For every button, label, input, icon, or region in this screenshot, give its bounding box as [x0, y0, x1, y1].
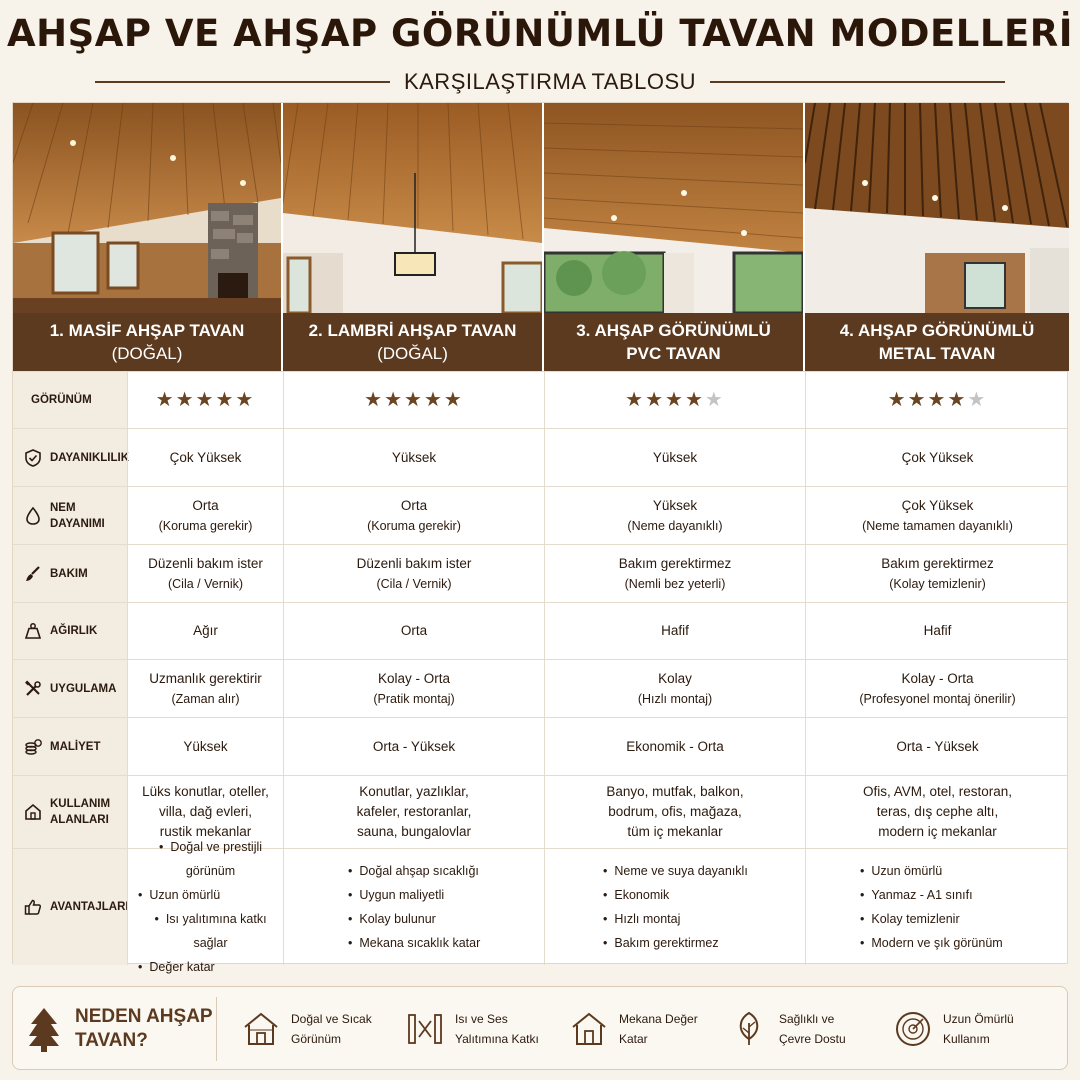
- feature-text: [291, 1009, 372, 1049]
- cell-lambri: [283, 487, 544, 544]
- cell-value: Yüksek: [391, 449, 437, 465]
- why-wood-text: [75, 1005, 213, 1053]
- row-label: [13, 660, 127, 717]
- star-rating: [888, 390, 988, 410]
- star-filled-icon: ★: [443, 389, 464, 411]
- rating-metal: [805, 372, 1069, 428]
- cell-line: rustik mekanlar: [159, 824, 252, 839]
- advantage-item: • Ekonomik: [603, 883, 669, 907]
- advantage-item: • Uygun maliyetli: [348, 883, 444, 907]
- row-gorunum: [13, 371, 1067, 428]
- cell-line: Ofis, AVM, otel, restoran,: [862, 784, 1013, 799]
- cell-value: Kolay: [658, 670, 692, 686]
- column-title-lambri: [283, 313, 542, 371]
- star-filled-icon: ★: [665, 389, 685, 411]
- row-label-line2: ALANLARI: [50, 814, 109, 826]
- cell-lambri: [283, 429, 544, 486]
- star-filled-icon: ★: [404, 389, 424, 411]
- cell-masif: [127, 718, 283, 775]
- row-label: [13, 718, 127, 775]
- cell-subvalue: (Cila / Vernik): [376, 576, 452, 591]
- row-label: [13, 487, 127, 544]
- feature-line2: Çevre Dostu: [779, 1032, 846, 1046]
- tools-icon: [23, 679, 43, 699]
- row-label-text: AVANTAJLARI: [50, 901, 129, 913]
- why-line2: TAVAN?: [75, 1030, 148, 1051]
- star-filled-icon: ★: [175, 389, 196, 411]
- advantage-item: • Yanmaz - A1 sınıfı: [860, 883, 973, 907]
- star-filled-icon: ★: [907, 389, 928, 411]
- row-label-text: MALİYET: [50, 740, 101, 753]
- cell-value: Orta - Yüksek: [372, 738, 456, 754]
- cell-lambri: [283, 849, 544, 965]
- cell-line: modern iç mekanlar: [878, 824, 997, 839]
- star-filled-icon: ★: [155, 389, 176, 411]
- cell-lambri: [283, 776, 544, 848]
- cell-value: Çok Yüksek: [169, 449, 242, 465]
- cell-value: Yüksek: [652, 449, 698, 465]
- feature-line1: Uzun Ömürlü: [943, 1012, 1014, 1026]
- cell-value: Yüksek: [183, 738, 228, 754]
- page-subtitle: KARŞILAŞTIRMA TABLOSU: [403, 69, 697, 94]
- comparison-table: [12, 102, 1068, 974]
- brush-icon: [23, 564, 43, 584]
- cell-line: kafeler, restoranlar,: [356, 804, 472, 819]
- advantage-item: • Uzun ömürlü: [138, 883, 220, 907]
- row-label: [13, 372, 127, 428]
- cell-subvalue: (Koruma gerekir): [158, 518, 253, 533]
- row-label-text: NEM DAYANIMI: [50, 501, 105, 530]
- subtitle-line-left: [95, 81, 390, 83]
- cell-value: Düzenli bakım ister: [148, 555, 263, 571]
- advantage-item: • Kolay temizlenir: [860, 907, 960, 931]
- cell-metal: [805, 718, 1069, 775]
- cell-value: Kolay - Orta: [377, 670, 451, 686]
- column-title-metal: [805, 313, 1069, 371]
- advantage-item: • Değer katar: [138, 955, 215, 979]
- star-empty-icon: ★: [704, 389, 725, 411]
- cell-value: Ekonomik - Orta: [626, 738, 724, 754]
- cell-masif: [127, 545, 283, 602]
- column-header-metal: [805, 103, 1069, 371]
- cell-line: tüm iç mekanlar: [627, 824, 723, 839]
- cell-lambri: [283, 718, 544, 775]
- feature-line2: Görünüm: [291, 1032, 342, 1046]
- cell-pvc: [544, 429, 805, 486]
- cell-pvc: [544, 660, 805, 717]
- cell-line: Lüks konutlar, oteller,: [142, 784, 269, 799]
- row-uygulama: [13, 659, 1067, 717]
- why-wood-heading: [27, 997, 217, 1061]
- feature-line2: Kullanım: [943, 1032, 990, 1046]
- cell-line: Konutlar, yazlıklar,: [359, 784, 469, 799]
- feature-insulation: [405, 1001, 539, 1057]
- column-title-line1: 3. AHŞAP GÖRÜNÜMLÜ: [576, 321, 771, 340]
- advantage-item: • Isı yalıtımına katkı sağlar: [138, 907, 283, 955]
- row-label: [13, 429, 130, 486]
- star-filled-icon: ★: [235, 389, 256, 411]
- star-filled-icon: ★: [215, 389, 236, 411]
- cell-subvalue: (Cila / Vernik): [167, 576, 244, 591]
- cell-line: teras, dış cephe altı,: [876, 804, 999, 819]
- column-title-line1: 4. AHŞAP GÖRÜNÜMLÜ: [839, 321, 1035, 340]
- cell-value: Hafif: [661, 623, 689, 638]
- cell-lambri: [283, 545, 544, 602]
- cell-metal: [805, 849, 1069, 965]
- row-label-text: AĞIRLIK: [50, 625, 98, 637]
- cell-value: Uzmanlık gerektirir: [149, 670, 262, 686]
- feature-text: [779, 1009, 846, 1049]
- column-title-line2: PVC TAVAN: [626, 344, 721, 363]
- tree-icon: [27, 1006, 61, 1052]
- cell-masif: [127, 660, 283, 717]
- advantage-item: • Bakım gerektirmez: [603, 931, 719, 955]
- why-wood-banner: [12, 986, 1068, 1070]
- feature-text: [455, 1009, 539, 1049]
- row-agirlik: [13, 602, 1067, 659]
- cell-lambri: [283, 660, 544, 717]
- cell-masif: [127, 840, 283, 974]
- column-title-line2: (DOĞAL): [377, 344, 448, 363]
- feature-line1: Isı ve Ses: [455, 1012, 508, 1026]
- row-avantajlar: [13, 840, 1067, 974]
- cell-line: Banyo, mutfak, balkon,: [606, 784, 744, 799]
- cell-value: Bakım gerektirmez: [618, 555, 732, 571]
- cell-masif: [127, 487, 283, 544]
- cell-value: Kolay - Orta: [901, 670, 974, 686]
- cell-lambri: [283, 603, 544, 659]
- advantage-item: • Neme ve suya dayanıklı: [603, 859, 748, 883]
- cell-pvc: [544, 776, 805, 848]
- cell-value: Düzenli bakım ister: [356, 555, 472, 571]
- row-label-text: [50, 796, 110, 828]
- cell-subvalue: (Nemli bez yeterli): [624, 576, 726, 591]
- shield-check-icon: [23, 448, 43, 468]
- advantage-item: • Doğal ve prestijli görünüm: [138, 835, 283, 883]
- star-filled-icon: ★: [625, 389, 646, 411]
- cell-subvalue: (Koruma gerekir): [367, 518, 461, 533]
- cell-value: Çok Yüksek: [901, 497, 974, 513]
- advantage-item: • Mekana sıcaklık katar: [348, 931, 480, 955]
- row-label: [13, 603, 127, 659]
- feature-text: [943, 1009, 1014, 1049]
- insulation-icon: [405, 1009, 445, 1049]
- row-bakim: [13, 544, 1067, 602]
- cell-line: bodrum, ofis, mağaza,: [608, 804, 742, 819]
- feature-natural: [241, 1001, 372, 1057]
- weight-icon: [23, 621, 43, 641]
- house-outline-icon: [241, 1009, 281, 1049]
- cell-value: Orta - Yüksek: [896, 738, 979, 754]
- cell-subvalue: (Neme tamamen dayanıklı): [862, 518, 1013, 533]
- subtitle-row: [95, 66, 1005, 98]
- column-header-pvc: [544, 103, 803, 371]
- row-label-text: BAKIM: [50, 567, 88, 580]
- coins-icon: [23, 737, 43, 757]
- subtitle-line-right: [710, 81, 1005, 83]
- advantage-item: • Modern ve şık görünüm: [860, 931, 1003, 955]
- feature-line2: Katar: [619, 1032, 648, 1046]
- feature-healthy: [729, 1001, 846, 1057]
- star-rating: [364, 390, 464, 410]
- cell-value: Hafif: [923, 623, 952, 638]
- feature-text: [619, 1009, 698, 1049]
- star-filled-icon: ★: [947, 389, 968, 411]
- cell-value: Bakım gerektirmez: [881, 555, 994, 571]
- thumbs-up-icon: [23, 897, 43, 917]
- rating-masif: [127, 372, 283, 428]
- water-drop-icon: [23, 506, 43, 526]
- house-icon: [23, 802, 43, 822]
- row-maliyet: [13, 717, 1067, 775]
- row-nem: [13, 486, 1067, 544]
- cell-metal: [805, 429, 1069, 486]
- column-title-masif: [13, 313, 281, 371]
- metal-ceiling-photo: [805, 103, 1069, 313]
- cell-pvc: [544, 849, 805, 965]
- cell-value: Ağır: [193, 623, 218, 638]
- lambri-ceiling-photo: [283, 103, 542, 313]
- cell-metal: [805, 487, 1069, 544]
- cell-pvc: [544, 718, 805, 775]
- cell-subvalue: (Zaman alır): [171, 691, 240, 706]
- cell-masif: [127, 603, 283, 659]
- cell-metal: [805, 660, 1069, 717]
- wood-ring-icon: [893, 1009, 933, 1049]
- star-filled-icon: ★: [423, 389, 444, 411]
- column-header-masif: [13, 103, 281, 371]
- cell-subvalue: (Profesyonel montaj önerilir): [859, 691, 1016, 706]
- star-filled-icon: ★: [927, 389, 948, 411]
- star-filled-icon: ★: [384, 389, 405, 411]
- star-filled-icon: ★: [195, 389, 216, 411]
- advantage-item: • Hızlı montaj: [603, 907, 680, 931]
- home-value-icon: [569, 1009, 609, 1049]
- cell-masif: [127, 429, 283, 486]
- cell-subvalue: (Pratik montaj): [373, 691, 455, 706]
- row-label-text: UYGULAMA: [50, 682, 117, 695]
- star-filled-icon: ★: [645, 389, 666, 411]
- cell-value: Orta: [400, 497, 428, 513]
- row-label: [13, 849, 127, 965]
- column-title-line1: 2. LAMBRİ AHŞAP TAVAN: [308, 321, 517, 340]
- feature-line1: Doğal ve Sıcak: [291, 1012, 372, 1026]
- masif-ceiling-photo: [13, 103, 281, 313]
- cell-metal: [805, 776, 1069, 848]
- cell-value: Çok Yüksek: [901, 449, 974, 465]
- rating-lambri: [283, 372, 544, 428]
- page-title: AHŞAP VE AHŞAP GÖRÜNÜMLÜ TAVAN MODELLERİ: [7, 12, 1073, 55]
- advantage-item: • Doğal ahşap sıcaklığı: [348, 859, 479, 883]
- row-label-text: GÖRÜNÜM: [31, 394, 92, 406]
- row-label: [13, 776, 127, 848]
- leaf-icon: [729, 1009, 769, 1049]
- pvc-ceiling-photo: [544, 103, 803, 313]
- cell-value: Orta: [400, 623, 428, 638]
- cell-metal: [805, 603, 1069, 659]
- advantage-item: • Kolay bulunur: [348, 907, 436, 931]
- feature-line2: Yalıtımına Katkı: [455, 1032, 539, 1046]
- row-label: [13, 545, 127, 602]
- column-title-line1: 1. MASİF AHŞAP TAVAN: [49, 321, 245, 340]
- cell-pvc: [544, 487, 805, 544]
- cell-pvc: [544, 603, 805, 659]
- feature-longlife: [893, 1001, 1014, 1057]
- row-label-line1: KULLANIM: [50, 798, 111, 810]
- advantage-item: • Uzun ömürlü: [860, 859, 942, 883]
- star-filled-icon: ★: [364, 389, 385, 411]
- column-title-pvc: [544, 313, 803, 371]
- star-filled-icon: ★: [887, 389, 908, 411]
- cell-value: Yüksek: [652, 497, 698, 513]
- feature-value: [569, 1001, 698, 1057]
- column-title-line2: METAL TAVAN: [878, 344, 996, 363]
- feature-line1: Sağlıklı ve: [779, 1012, 835, 1026]
- feature-line1: Mekana Değer: [619, 1012, 698, 1026]
- why-line1: NEDEN AHŞAP: [75, 1006, 213, 1027]
- star-empty-icon: ★: [967, 389, 988, 411]
- star-filled-icon: ★: [684, 389, 705, 411]
- cell-value: Orta: [192, 497, 219, 513]
- row-dayaniklilik: [13, 428, 1067, 486]
- column-header-lambri: [283, 103, 542, 371]
- cell-line: sauna, bungalovlar: [356, 824, 472, 839]
- cell-line: villa, dağ evleri,: [158, 804, 253, 819]
- cell-subvalue: (Hızlı montaj): [637, 691, 713, 706]
- cell-subvalue: (Kolay temizlenir): [889, 576, 986, 591]
- star-rating: [156, 390, 256, 410]
- row-label-text: DAYANIKLILIK: [50, 451, 130, 464]
- rating-pvc: [544, 372, 805, 428]
- cell-metal: [805, 545, 1069, 602]
- cell-pvc: [544, 545, 805, 602]
- cell-subvalue: (Neme dayanıklı): [627, 518, 723, 533]
- star-rating: [625, 390, 725, 410]
- column-title-line2: (DOĞAL): [111, 344, 183, 363]
